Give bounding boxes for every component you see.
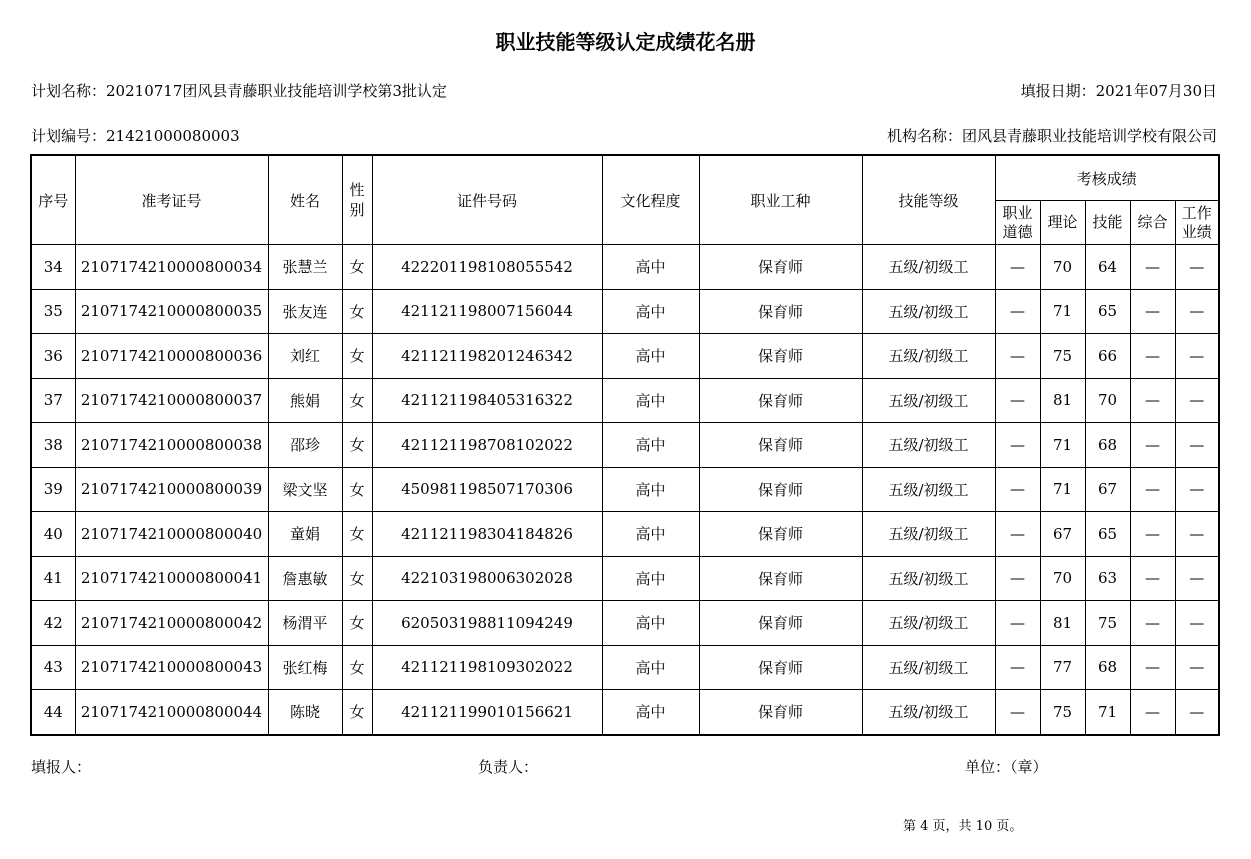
cell-ethics: —: [995, 556, 1040, 601]
cell-composite: —: [1130, 245, 1175, 290]
cell-education: 高中: [602, 334, 699, 379]
cell-level: 五级/初级工: [862, 378, 995, 423]
cell-level: 五级/初级工: [862, 601, 995, 646]
cell-work: —: [1175, 690, 1219, 735]
header-composite: 综合: [1130, 201, 1175, 245]
cell-composite: —: [1130, 512, 1175, 557]
cell-composite: —: [1130, 423, 1175, 468]
cell-id-no: 421121198109302022: [372, 645, 602, 690]
cell-skill: 65: [1085, 512, 1130, 557]
cell-level: 五级/初级工: [862, 289, 995, 334]
cell-composite: —: [1130, 289, 1175, 334]
cell-level: 五级/初级工: [862, 423, 995, 468]
cell-exam-no: 2107174210000800040: [75, 512, 268, 557]
header-gender: 性别: [342, 155, 372, 245]
cell-composite: —: [1130, 378, 1175, 423]
org-value: 团风县青藤职业技能培训学校有限公司: [961, 127, 1217, 145]
table-row: [31, 512, 1219, 557]
cell-name: 张友连: [268, 289, 342, 334]
cell-exam-no: 2107174210000800034: [75, 245, 268, 290]
table-row: [31, 245, 1219, 290]
cell-level: 五级/初级工: [862, 245, 995, 290]
cell-name: 张慧兰: [268, 245, 342, 290]
header-name: 姓名: [268, 155, 342, 245]
table-row: [31, 334, 1219, 379]
cell-theory: 70: [1040, 245, 1085, 290]
unit-label: 单位：（章）: [965, 758, 1048, 776]
cell-education: 高中: [602, 556, 699, 601]
cell-skill: 68: [1085, 423, 1130, 468]
cell-seq: 41: [31, 556, 75, 601]
cell-name: 陈晓: [268, 690, 342, 735]
cell-ethics: —: [995, 423, 1040, 468]
header-theory: 理论: [1040, 201, 1085, 245]
cell-education: 高中: [602, 601, 699, 646]
cell-ethics: —: [995, 467, 1040, 512]
cell-theory: 71: [1040, 423, 1085, 468]
cell-ethics: —: [995, 334, 1040, 379]
cell-name: 熊娟: [268, 378, 342, 423]
cell-exam-no: 2107174210000800039: [75, 467, 268, 512]
cell-skill: 75: [1085, 601, 1130, 646]
cell-gender: 女: [342, 512, 372, 557]
cell-work: —: [1175, 512, 1219, 557]
cell-seq: 40: [31, 512, 75, 557]
page-indicator: 第 4 页，共 10 页。: [903, 819, 1023, 834]
org-label: 机构名称：: [886, 127, 962, 145]
cell-exam-no: 2107174210000800041: [75, 556, 268, 601]
cell-level: 五级/初级工: [862, 556, 995, 601]
cell-name: 杨渭平: [268, 601, 342, 646]
cell-work: —: [1175, 423, 1219, 468]
cell-theory: 81: [1040, 601, 1085, 646]
cell-seq: 43: [31, 645, 75, 690]
cell-skill: 63: [1085, 556, 1130, 601]
cell-occupation: 保育师: [699, 512, 862, 557]
table-row: [31, 289, 1219, 334]
cell-work: —: [1175, 645, 1219, 690]
cell-occupation: 保育师: [699, 467, 862, 512]
cell-ethics: —: [995, 690, 1040, 735]
cell-gender: 女: [342, 690, 372, 735]
roster-body: [31, 245, 1219, 735]
cell-seq: 36: [31, 334, 75, 379]
table-row: [31, 645, 1219, 690]
cell-work: —: [1175, 467, 1219, 512]
cell-composite: —: [1130, 601, 1175, 646]
cell-occupation: 保育师: [699, 423, 862, 468]
plan-name-label: 计划名称：: [31, 82, 107, 100]
cell-work: —: [1175, 245, 1219, 290]
table-row: [31, 690, 1219, 735]
cell-seq: 34: [31, 245, 75, 290]
cell-level: 五级/初级工: [862, 690, 995, 735]
cell-education: 高中: [602, 645, 699, 690]
cell-theory: 71: [1040, 467, 1085, 512]
cell-ethics: —: [995, 601, 1040, 646]
cell-gender: 女: [342, 245, 372, 290]
plan-no-line: [31, 125, 240, 146]
filler-label: 填报人：: [31, 758, 92, 776]
header-exam-no: 准考证号: [75, 155, 268, 245]
cell-occupation: 保育师: [699, 289, 862, 334]
cell-skill: 71: [1085, 690, 1130, 735]
cell-gender: 女: [342, 378, 372, 423]
score-roster-table: [30, 154, 1220, 736]
cell-level: 五级/初级工: [862, 334, 995, 379]
cell-work: —: [1175, 601, 1219, 646]
header-seq: 序号: [31, 155, 75, 245]
cell-occupation: 保育师: [699, 601, 862, 646]
cell-skill: 66: [1085, 334, 1130, 379]
cell-work: —: [1175, 334, 1219, 379]
cell-id-no: 450981198507170306: [372, 467, 602, 512]
cell-exam-no: 2107174210000800035: [75, 289, 268, 334]
header-occupation: 职业工种: [699, 155, 862, 245]
cell-id-no: 421121198708102022: [372, 423, 602, 468]
cell-theory: 70: [1040, 556, 1085, 601]
table-row: [31, 423, 1219, 468]
cell-education: 高中: [602, 245, 699, 290]
cell-name: 童娟: [268, 512, 342, 557]
cell-id-no: 422201198108055542: [372, 245, 602, 290]
cell-composite: —: [1130, 690, 1175, 735]
cell-skill: 64: [1085, 245, 1130, 290]
plan-name-value: 20210717团风县青藤职业技能培训学校第3批认定: [106, 82, 447, 100]
header-row: [31, 155, 1219, 201]
cell-level: 五级/初级工: [862, 645, 995, 690]
cell-seq: 39: [31, 467, 75, 512]
plan-no-label: 计划编号：: [31, 127, 107, 145]
cell-work: —: [1175, 378, 1219, 423]
cell-occupation: 保育师: [699, 245, 862, 290]
cell-skill: 65: [1085, 289, 1130, 334]
cell-seq: 38: [31, 423, 75, 468]
cell-theory: 75: [1040, 690, 1085, 735]
header-skill: 技能: [1085, 201, 1130, 245]
table-row: [31, 467, 1219, 512]
cell-exam-no: 2107174210000800042: [75, 601, 268, 646]
cell-occupation: 保育师: [699, 334, 862, 379]
header-id-no: 证件号码: [372, 155, 602, 245]
cell-education: 高中: [602, 423, 699, 468]
report-date-value: 2021年07月30日: [1095, 82, 1217, 100]
report-date-label: 填报日期：: [1020, 82, 1096, 100]
cell-theory: 75: [1040, 334, 1085, 379]
cell-work: —: [1175, 289, 1219, 334]
cell-gender: 女: [342, 645, 372, 690]
cell-theory: 77: [1040, 645, 1085, 690]
plan-no-value: 21421000080003: [106, 127, 240, 145]
org-line: [887, 125, 1217, 146]
cell-occupation: 保育师: [699, 378, 862, 423]
cell-education: 高中: [602, 690, 699, 735]
cell-ethics: —: [995, 512, 1040, 557]
cell-composite: —: [1130, 556, 1175, 601]
header-work: 工作业绩: [1175, 201, 1219, 245]
cell-occupation: 保育师: [699, 690, 862, 735]
header-scores: 考核成绩: [995, 155, 1219, 201]
cell-skill: 67: [1085, 467, 1130, 512]
cell-skill: 68: [1085, 645, 1130, 690]
cell-composite: —: [1130, 467, 1175, 512]
cell-id-no: 421121198304184826: [372, 512, 602, 557]
cell-ethics: —: [995, 645, 1040, 690]
cell-composite: —: [1130, 334, 1175, 379]
cell-name: 詹惠敏: [268, 556, 342, 601]
cell-name: 张红梅: [268, 645, 342, 690]
cell-name: 梁文坚: [268, 467, 342, 512]
header-level: 技能等级: [862, 155, 995, 245]
cell-name: 刘红: [268, 334, 342, 379]
cell-exam-no: 2107174210000800044: [75, 690, 268, 735]
cell-gender: 女: [342, 467, 372, 512]
cell-id-no: 422103198006302028: [372, 556, 602, 601]
cell-theory: 67: [1040, 512, 1085, 557]
cell-level: 五级/初级工: [862, 467, 995, 512]
cell-occupation: 保育师: [699, 645, 862, 690]
cell-exam-no: 2107174210000800038: [75, 423, 268, 468]
cell-gender: 女: [342, 601, 372, 646]
cell-gender: 女: [342, 556, 372, 601]
cell-gender: 女: [342, 423, 372, 468]
report-date-line: [1021, 80, 1217, 101]
table-row: [31, 556, 1219, 601]
cell-gender: 女: [342, 334, 372, 379]
cell-exam-no: 2107174210000800043: [75, 645, 268, 690]
cell-id-no: 620503198811094249: [372, 601, 602, 646]
cell-education: 高中: [602, 467, 699, 512]
cell-seq: 37: [31, 378, 75, 423]
cell-id-no: 421121198405316322: [372, 378, 602, 423]
table-row: [31, 601, 1219, 646]
cell-skill: 70: [1085, 378, 1130, 423]
cell-name: 邵珍: [268, 423, 342, 468]
table-row: [31, 378, 1219, 423]
header-education: 文化程度: [602, 155, 699, 245]
cell-seq: 35: [31, 289, 75, 334]
cell-exam-no: 2107174210000800036: [75, 334, 268, 379]
page-title: 职业技能等级认定成绩花名册: [495, 30, 756, 54]
cell-exam-no: 2107174210000800037: [75, 378, 268, 423]
header-ethics: 职业道德: [995, 201, 1040, 245]
cell-work: —: [1175, 556, 1219, 601]
cell-id-no: 421121198007156044: [372, 289, 602, 334]
cell-ethics: —: [995, 378, 1040, 423]
cell-education: 高中: [602, 512, 699, 557]
cell-level: 五级/初级工: [862, 512, 995, 557]
cell-id-no: 421121198201246342: [372, 334, 602, 379]
cell-education: 高中: [602, 378, 699, 423]
cell-education: 高中: [602, 289, 699, 334]
cell-theory: 71: [1040, 289, 1085, 334]
plan-name-line: [31, 80, 447, 101]
cell-theory: 81: [1040, 378, 1085, 423]
cell-occupation: 保育师: [699, 556, 862, 601]
cell-seq: 42: [31, 601, 75, 646]
responsible-label: 负责人：: [478, 758, 539, 776]
cell-gender: 女: [342, 289, 372, 334]
cell-composite: —: [1130, 645, 1175, 690]
cell-ethics: —: [995, 289, 1040, 334]
cell-id-no: 421121199010156621: [372, 690, 602, 735]
cell-ethics: —: [995, 245, 1040, 290]
cell-seq: 44: [31, 690, 75, 735]
